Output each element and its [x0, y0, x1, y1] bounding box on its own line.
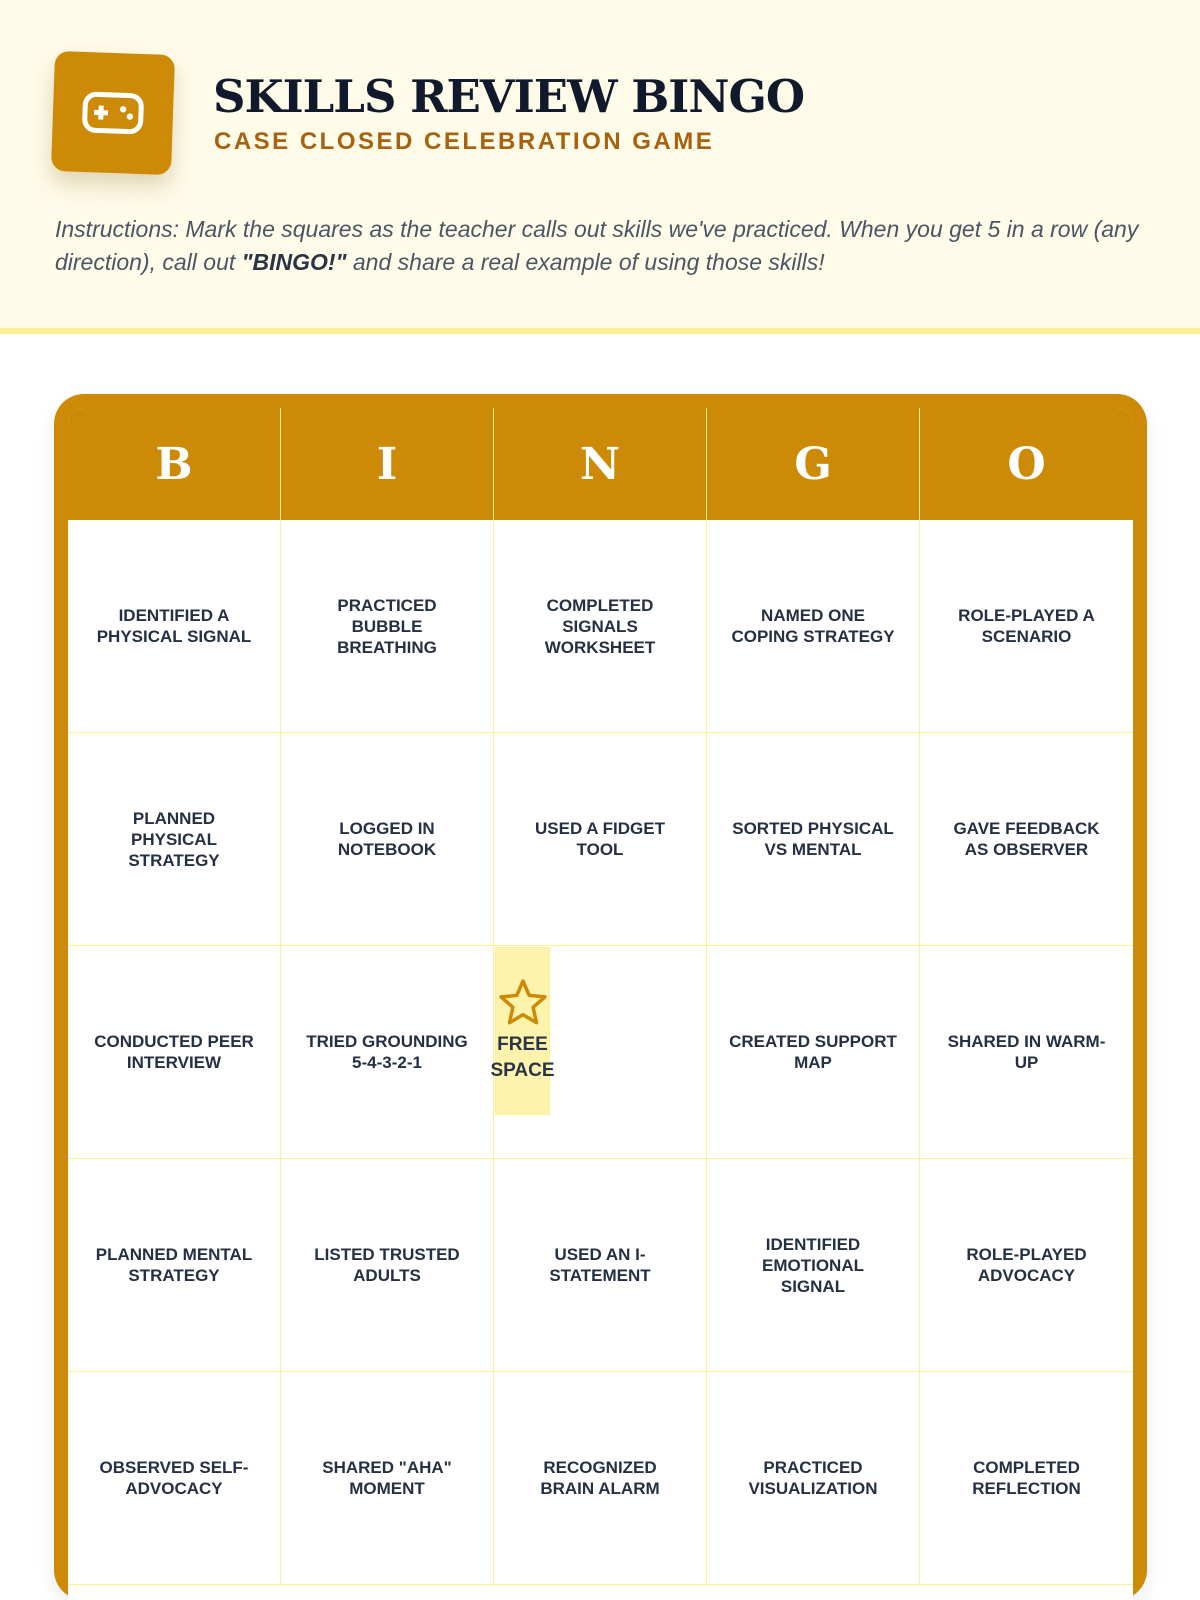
- column-header-i: I: [281, 408, 494, 520]
- bingo-row-2: [68, 733, 1133, 946]
- square-label: NAMED ONE COPING STRATEGY: [731, 606, 895, 646]
- bingo-square[interactable]: [281, 520, 494, 733]
- square-label: SHARED IN WARM-UP: [947, 1032, 1106, 1072]
- square-label: PLANNED PHYSICAL STRATEGY: [128, 808, 220, 870]
- page-subtitle: CASE CLOSED CELEBRATION GAME: [214, 128, 715, 155]
- logo: [51, 51, 175, 175]
- square-label: LISTED TRUSTED ADULTS: [314, 1245, 460, 1285]
- bingo-square[interactable]: [68, 520, 281, 733]
- square-label: IDENTIFIED EMOTIONAL SIGNAL: [762, 1234, 864, 1296]
- free-space-label: [490, 1032, 554, 1084]
- square-label: TRIED GROUNDING 5-4-3-2-1: [306, 1032, 468, 1072]
- gamepad-icon: [81, 90, 144, 136]
- bingo-square[interactable]: [281, 1159, 494, 1372]
- free-space-square[interactable]: [490, 946, 707, 1159]
- bingo-square[interactable]: [707, 1159, 920, 1372]
- page-title: SKILLS REVIEW BINGO: [213, 70, 805, 123]
- square-label: LOGGED IN NOTEBOOK: [337, 819, 437, 859]
- bingo-row-1: [68, 520, 1133, 733]
- star-icon: [498, 978, 548, 1026]
- column-header-g: G: [707, 408, 920, 520]
- bingo-square[interactable]: [707, 1372, 920, 1585]
- bingo-square[interactable]: [920, 520, 1133, 733]
- free-space-badge: [490, 947, 555, 1115]
- bingo-square[interactable]: [494, 1372, 707, 1585]
- bingo-square[interactable]: [281, 1372, 494, 1585]
- square-label: RECOGNIZED BRAIN ALARM: [540, 1458, 660, 1498]
- square-label: SHARED "AHA" MOMENT: [322, 1458, 452, 1498]
- bingo-square[interactable]: [68, 1372, 281, 1585]
- bingo-row-5: [68, 1372, 1133, 1585]
- bingo-square[interactable]: [707, 946, 920, 1159]
- instructions-text: Instructions: Mark the squares as the teacher calls out skills we've practiced. When you get 5 in a row (any direction), call out: [55, 216, 1139, 275]
- square-label: SORTED PHYSICAL VS MENTAL: [732, 819, 894, 859]
- bingo-square[interactable]: [920, 733, 1133, 946]
- square-label: USED A FIDGET TOOL: [534, 819, 666, 859]
- square-label: PRACTICED VISUALIZATION: [748, 1458, 878, 1498]
- bingo-header-row: [68, 408, 1133, 520]
- instructions-text-end: and share a real example of using those skills!: [346, 249, 825, 275]
- header: [0, 0, 1200, 334]
- square-label: CONDUCTED PEER INTERVIEW: [94, 1032, 254, 1072]
- bingo-square[interactable]: [494, 733, 707, 946]
- bingo-square[interactable]: [281, 946, 494, 1159]
- bingo-row-3: [68, 946, 1133, 1159]
- column-header-b: B: [68, 408, 281, 520]
- square-label: OBSERVED SELF-ADVOCACY: [99, 1458, 249, 1498]
- free-space-line1: FREE: [497, 1034, 548, 1055]
- column-header-n: N: [494, 408, 707, 520]
- square-label: ROLE-PLAYED ADVOCACY: [966, 1245, 1087, 1285]
- square-label: PRACTICED BUBBLE BREATHING: [337, 595, 437, 657]
- square-label: PLANNED MENTAL STRATEGY: [95, 1245, 253, 1285]
- square-label: COMPLETED SIGNALS WORKSHEET: [544, 595, 656, 657]
- free-space-line2: SPACE: [490, 1060, 555, 1081]
- bingo-board: [54, 394, 1147, 1600]
- square-label: COMPLETED REFLECTION: [972, 1458, 1081, 1498]
- square-label: GAVE FEEDBACK AS OBSERVER: [953, 819, 1100, 859]
- bingo-grid: [68, 408, 1133, 1600]
- bingo-square[interactable]: [68, 946, 281, 1159]
- column-header-o: O: [920, 408, 1133, 520]
- square-label: ROLE-PLAYED A SCENARIO: [958, 606, 1095, 646]
- instructions: [55, 213, 1155, 279]
- bingo-square[interactable]: [494, 1159, 707, 1372]
- bingo-square[interactable]: [68, 1159, 281, 1372]
- bingo-square[interactable]: [494, 520, 707, 733]
- bingo-square[interactable]: [920, 1159, 1133, 1372]
- bingo-row-4: [68, 1159, 1133, 1372]
- bingo-square[interactable]: [707, 520, 920, 733]
- bingo-square[interactable]: [920, 946, 1133, 1159]
- square-label: USED AN I-STATEMENT: [549, 1245, 651, 1285]
- bingo-square[interactable]: [920, 1372, 1133, 1585]
- square-label: CREATED SUPPORT MAP: [729, 1032, 897, 1072]
- bingo-square[interactable]: [281, 733, 494, 946]
- instructions-emphasis: "BINGO!": [241, 249, 347, 275]
- bingo-square[interactable]: [68, 733, 281, 946]
- bingo-square[interactable]: [707, 733, 920, 946]
- square-label: IDENTIFIED A PHYSICAL SIGNAL: [96, 606, 252, 646]
